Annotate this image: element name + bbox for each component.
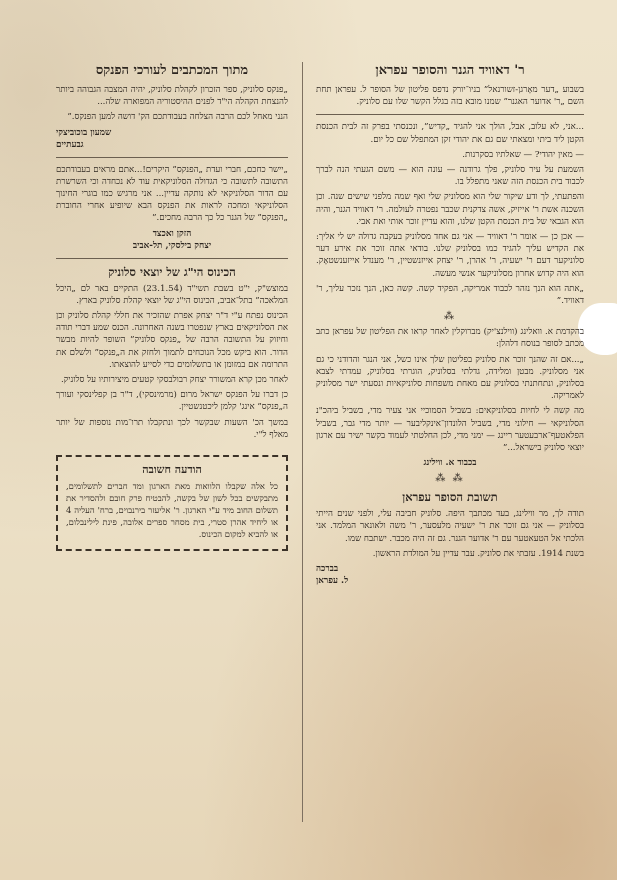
story-paragraph: והפתעתי, לך ודע שיקור שלי הוא מסלוניק שלי ואף שמה מלפני שישים שנה. וכן השכנה אשת ר' אייזיק, אשה צדקנית שכבר נפטרה לעולמה. ר' דאוויד הגנר, והיה הוא הגבאי של בית הכנסת הקטן שלנו, והוא עדיין זוכר אותי ואת אבי. <box>316 192 584 227</box>
reply-paragraph: תודה לך, מר ווילינג, בעד מכתבך היפה. סלוניק חביבה עלי, ולפני שנים הייתי בסלוניק — אני גם זוכר את ר' ישעיה מלעסער, ר' משה ולאונאר המלמד. אני הלכתי אל הטעאטער עם ר' אדוער הגנר. גם זה היה מכבר. ישתבח שמו. <box>316 509 584 544</box>
story-paragraph: — אכן כן — אומר ר' דאוויד — אני גם אחד מסלוניק בעקבה גדולה יש לי אליך: את הקדיש עליך להגיד כמו בסלוניק שלנו. בודאי אתה זוכר את אירע דער סלוניקער דעם ר' ישעיה, ר' אהרן, ר' יצחק אייזנשטיין, ר' מענדל אייזענשטאָק. הוא היה קדוש אחרון מסלוניקער אנשי מעשה. <box>316 232 584 279</box>
story-paragraph: — מאין יהודי? — שאלתיו בסקרנות. <box>462 149 584 160</box>
letter-intro: בהקדמת א. וואלינג (ווילנצ'יק) מברוקלין לאחר קראו את הפליטון של עפראן כתב מכתב לסופר בנוסח דלהלן: <box>316 327 584 350</box>
letters-title: מתוך המכתבים לעורכי הפנקס <box>95 63 249 78</box>
story-paragraph: השמעת על עיר סלוניק, פלך גרודנה — עונה הוא — משם הגעתי הנה לברך לכבוד בית הכנסת הזה שאני מתפלל בו. <box>316 165 584 188</box>
ornament: ⁂ ⁂ <box>435 473 465 485</box>
story-paragraph: ...אני, לא עלוב, אבל, הולך אני להגיד „קדיש”, ונכנסתי בפרק זה לבית הכנסת הקטן ליד ביתי ומצאתי שם גם את יהודי זקן המתפלל שם כל יום. <box>316 122 584 145</box>
reply-title: תשובת הסופר עפראן <box>402 490 498 505</box>
letter-signature: הזקן ואכצד <box>152 228 192 239</box>
left-column <box>56 62 288 551</box>
letter-paragraph: „פנקס סלוניק, ספר הזכרון לקהלת סלוניק, יהיה המצבה הגבוהה ביותר להנצחת הקהלה הי"ד לפנים ההיסטוריה המפוארה שלה... <box>56 85 288 108</box>
convention-paragraph: הכינוס נפתח ע"י ד"ר יצחק אפרת שהזכיר את חללי קהלת סלוניק וכן את הסלוניקאים בארץ שנפטרו בשנה האחרונה. הכנס שמע דברי תודה וחיזוק על התשובה הרבה של „פנקס סלוניק” השופר להיות מבשר הדור. הוא ביקש מכל הנוכחים לתמוך ולחזק את ה„פנקס” ולשלם את התרומה אם במזומן או בתשלומים כדי לסייע להוצאתו. <box>56 311 288 370</box>
divider <box>316 114 584 115</box>
convention-paragraph: במשך הכ' השעות שבקשר לכך ונתקבלו תרו־מות נוספות של יותר מאלף ל"י. <box>56 417 288 440</box>
divider <box>56 258 288 259</box>
letter-signature: בכבוד א. ווילינג <box>423 458 477 469</box>
letter-signature: שמעון בוכוביצקי <box>56 127 112 138</box>
letter-place: גבעתיים <box>56 139 84 150</box>
article-title: ר' דאוויד הגנר והסופר עפראן <box>375 63 525 78</box>
notice-text: כל אלה שקבלו הלוואות מאת הארגון ומד חברים לתשלומים, מתבקשים בכל לשון של בקשה, להבטיח פרק חובם ולהסדיר את תשלום החוב מיד ע"י הארגון. ר' אליעזר בירנבוים, ברח' העליה 4 או ליחיד אהרן סטרי, בית מסחר ספרים אלובה, פינת לילינבלום, או להביא למקום הכינוס. <box>66 481 278 540</box>
reply-signature-line: בברכה <box>316 564 339 575</box>
ornament: ⁂ <box>444 311 456 323</box>
divider <box>56 157 288 158</box>
article-intro: בשבוע „דער מאָרגן-זשורנאל” בניו־יורק נדפס פליטון של הסופר ל. עפראן תחת השם „ר' אדוער האגנר” שמנו מובא בזה בגלל הקשר שלו עם סלוניק. <box>316 85 584 108</box>
reply-paragraph: בשנת 1914. עזבתי את סלוניק. עבר עדיין על המולדת הראשון. <box>372 548 584 559</box>
convention-paragraph: במוצש"ק, י"ט בשבת תשי"ד (23.1.54) התקיים באר לם „היכל המלאכה” בתל־אביב, הכינוס הי"ג של יוצאי קהלת סלוניק בארץ. <box>56 283 288 306</box>
letter-paragraph: מה קשה לי לחיות בסלוניקאים: בשביל הסמוכיי אני צעיר מדי, בשביל ביהכ"נ הסלוניקאי — חילוני מדי, בשביל הלונדון־אינקליבער — יותר מדי גבר, בשביל הפלאטעף־ארבעטער ריינג — ימני מדי, לכן החלטתי לעמוד בקשר ישיר עם ארגון יוצאי סלוניק בישראל...” <box>316 406 584 454</box>
letter-paragraph: „יישר כחכם, חברי ועדת „הפנקס” היקרים!...אתם מראים בעבודתכם התשובה לתשובה כי הגדולה הסלוניקאית עוד לא נכחדה וכי השרשרת עם הדור הסלוניקאי לא נותקה עדיין... אני מרגיש כמו בוגרי החינוך הסלוניקאי ומחכה לראות את הפנקס הבא שיופיע אחרי החוברת „הפנקס” של הגנר כל כך הרבה מחכים.” <box>56 164 288 224</box>
story-paragraph: „אתה הוא הנך נזהר לכבוד אמריקה, הפקיד קשה. קשה כאן, הנך נזכר עליך, ר' דאוויד.” <box>316 283 584 307</box>
convention-paragraph: כן דברו על הפנקס ישראל מרום (מרמינסקי), ד"ר בן קפלינסקי ועורך ה„פנקס” אינג' קלמן ליכטנשטיין. <box>56 390 288 413</box>
notice-title: הודעה חשובה <box>142 463 202 477</box>
notice-box <box>56 455 288 551</box>
column-divider <box>302 62 303 822</box>
reply-signature-name: ל. עפראן <box>316 576 349 587</box>
convention-title: הכינוס הי"ג של יוצאי סלוניק <box>108 264 236 279</box>
letter-signature: יצחק בילסקי, תל-אביב <box>132 240 212 251</box>
letter-paragraph: הנני מאחל לכם הרבה הצלחה בעבודתכם הק' דושה למען הפנקס.” <box>67 112 288 123</box>
right-column <box>316 62 584 587</box>
letter-paragraph: „...אם זה שהנך זוכר את סלוניק בפליטון שלך אינו כשל, אני הנגר והדודני כי גם אני מסלוניק. מבטן ומלידה, גדלתי בסלוניק, הוגרתי בסלוניק, עמדתי לצבא בסלוניק, ונתחתנתי בסלוניק עם מאחת משפחות סלוניקאיות ונסעתי ישר מסלוניק לאמריקה. <box>316 354 584 402</box>
convention-paragraph: לאחר מכן קרא המשורר יצחק רבולבסקי קטעים מיצירותיו על סלוניק. <box>60 375 288 386</box>
